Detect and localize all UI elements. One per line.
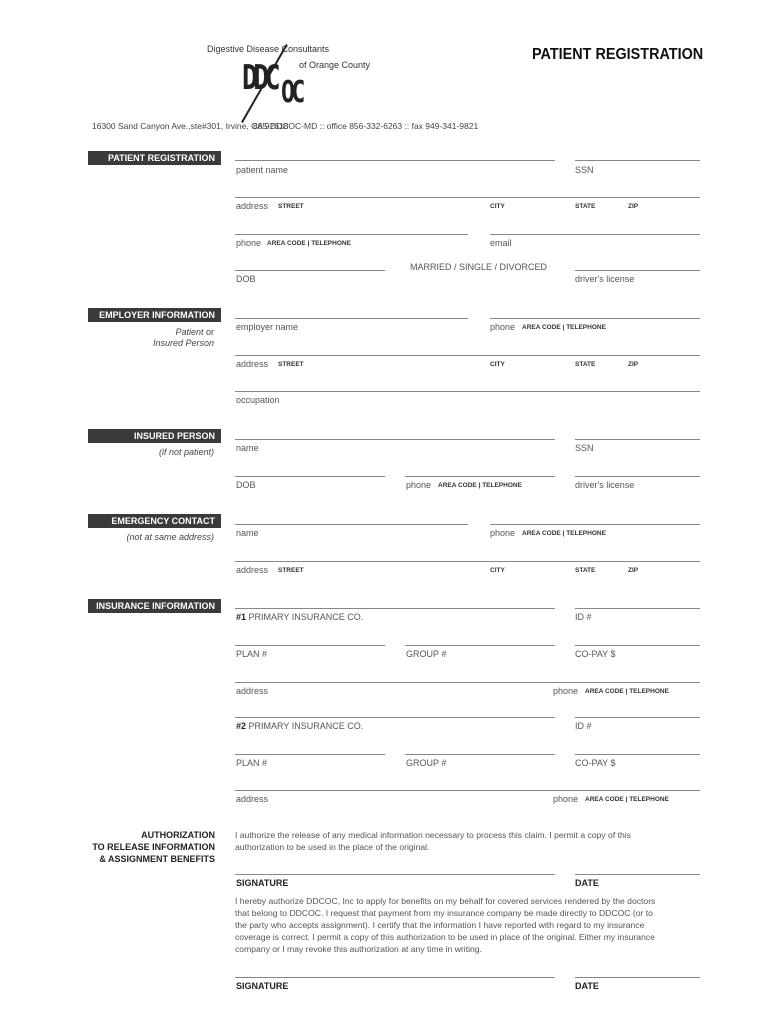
primary1-plan-label: PLAN #	[236, 649, 268, 659]
section-header-insured: INSURED PERSON	[88, 429, 221, 443]
emergency-street-label: STREET	[278, 567, 304, 574]
logo-oc-text: of Orange County	[299, 60, 371, 70]
insured-ssn-label: SSN	[575, 443, 594, 453]
employer-name-label: employer name	[236, 322, 299, 332]
signature-line-2[interactable]	[235, 977, 555, 978]
insured-area-code-label: AREA CODE | TELEPHONE	[438, 482, 522, 489]
section-header-emergency: EMERGENCY CONTACT	[88, 514, 221, 528]
section-header-insurance: INSURANCE INFORMATION	[88, 599, 221, 613]
primary1-id-label: ID #	[575, 612, 592, 622]
contact-address: 16300 Sand Canyon Ave.,ste#301, Irvine, CA 92618	[92, 121, 289, 131]
employer-address-line[interactable]	[235, 355, 700, 356]
emergency-name-label: name	[236, 528, 259, 538]
address-line[interactable]	[235, 197, 700, 198]
insured-name-label: name	[236, 443, 259, 453]
street-label: STREET	[278, 203, 304, 210]
primary2-address-label: address	[236, 794, 269, 804]
authorization-heading: AUTHORIZATION TO RELEASE INFORMATION & ASSIGNMENT BENEFITS	[92, 830, 215, 864]
employer-subtitle-2: Insured Person	[152, 338, 214, 348]
drivers-license-line[interactable]	[575, 270, 700, 271]
date-line-2[interactable]	[575, 977, 700, 978]
employer-subtitle-1: Patient or	[175, 327, 214, 337]
primary2-id-label: ID #	[575, 721, 592, 731]
employer-street-label: STREET	[278, 361, 304, 368]
employer-name-line[interactable]	[235, 318, 468, 319]
primary1-plan-line[interactable]	[235, 645, 385, 646]
phone-label: phone	[236, 238, 262, 248]
drivers-license-label: driver's license	[575, 274, 635, 284]
contact-phones: 865-DDCOC-MD :: office 856-332-6263 :: fax 949-341-9821	[253, 121, 479, 131]
patient-name-line[interactable]	[235, 160, 555, 161]
primary2-group-label: GROUP #	[406, 758, 447, 768]
date-line-1[interactable]	[575, 874, 700, 875]
emergency-subtitle: (not at same address)	[126, 532, 214, 542]
primary2-line[interactable]	[235, 717, 555, 718]
insured-subtitle: (if not patient)	[158, 447, 214, 457]
emergency-zip-label: ZIP	[628, 567, 639, 574]
insured-phone-line[interactable]	[405, 476, 555, 477]
ssn-line[interactable]	[575, 160, 700, 161]
section-header-employer: EMPLOYER INFORMATION	[88, 308, 221, 322]
dob-label: DOB	[236, 274, 256, 284]
primary1-label: #1 PRIMARY INSURANCE CO.	[236, 612, 364, 622]
primary1-copay-line[interactable]	[575, 645, 700, 646]
logo-top-text: Digestive Disease Consultants	[207, 44, 330, 54]
emergency-name-line[interactable]	[235, 524, 468, 525]
primary2-label: #2 PRIMARY INSURANCE CO.	[236, 721, 364, 731]
employer-phone-label: phone	[490, 322, 516, 332]
emergency-address-line[interactable]	[235, 561, 700, 562]
logo-mark-oc: OC	[281, 75, 302, 110]
date-label-1: DATE	[575, 878, 599, 888]
city-label: CITY	[490, 203, 505, 210]
primary1-area-code-label: AREA CODE | TELEPHONE	[585, 688, 669, 695]
primary2-address-line[interactable]	[235, 790, 700, 791]
date-label-2: DATE	[575, 981, 599, 991]
primary2-phone-label: phone	[553, 794, 579, 804]
authorization-text-2: I hereby authorize DDCOC, Inc to apply for benefits on my behalf for covered services rendered by the doctors that belong to DDCOC. I request that payment from my insurance company be made directly to DDCOC (or to the party who accepts assignment). I certify that the information I have reported with regard to my insurance coverage is correct. I permit a copy of this authorization to be used in place of the original. Either my insurance company or I may revoke this authorization at any time in writing.	[235, 896, 656, 954]
zip-label: ZIP	[628, 203, 639, 210]
occupation-label: occupation	[236, 395, 280, 405]
primary1-copay-label: CO-PAY $	[575, 649, 616, 659]
logo-mark-ddc: DDC	[242, 58, 276, 98]
primary2-copay-label: CO-PAY $	[575, 758, 616, 768]
primary1-line[interactable]	[235, 608, 555, 609]
emergency-phone-label: phone	[490, 528, 516, 538]
page-title: PATIENT REGISTRATION	[532, 46, 704, 63]
employer-area-code-label: AREA CODE | TELEPHONE	[522, 324, 606, 331]
insured-name-line[interactable]	[235, 439, 555, 440]
phone-line[interactable]	[235, 234, 468, 235]
marital-status-options[interactable]: MARRIED / SINGLE / DIVORCED	[410, 262, 548, 272]
insured-phone-label: phone	[406, 480, 432, 490]
primary2-group-line[interactable]	[405, 754, 555, 755]
primary1-address-line[interactable]	[235, 682, 700, 683]
email-label: email	[490, 238, 512, 248]
emergency-phone-line[interactable]	[490, 524, 700, 525]
signature-label-2: SIGNATURE	[236, 981, 289, 991]
signature-line-1[interactable]	[235, 874, 555, 875]
primary1-group-line[interactable]	[405, 645, 555, 646]
insured-license-label: driver's license	[575, 480, 635, 490]
address-label: address	[236, 201, 269, 211]
signature-label-1: SIGNATURE	[236, 878, 289, 888]
primary1-group-label: GROUP #	[406, 649, 447, 659]
employer-zip-label: ZIP	[628, 361, 639, 368]
ssn-label: SSN	[575, 165, 594, 175]
primary2-area-code-label: AREA CODE | TELEPHONE	[585, 796, 669, 803]
insured-dob-line[interactable]	[235, 476, 385, 477]
primary2-copay-line[interactable]	[575, 754, 700, 755]
section-header-patient: PATIENT REGISTRATION	[88, 151, 221, 165]
employer-address-label: address	[236, 359, 269, 369]
primary1-phone-label: phone	[553, 686, 579, 696]
primary2-id-line[interactable]	[575, 717, 700, 718]
primary1-address-label: address	[236, 686, 269, 696]
primary2-plan-line[interactable]	[235, 754, 385, 755]
authorization-text-1: I authorize the release of any medical information necessary to process this claim. I permit a copy of this authorization to be used in the place of the original.	[235, 830, 631, 852]
insured-ssn-line[interactable]	[575, 439, 700, 440]
employer-city-label: CITY	[490, 361, 505, 368]
primary1-id-line[interactable]	[575, 608, 700, 609]
employer-phone-line[interactable]	[490, 318, 700, 319]
emergency-city-label: CITY	[490, 567, 505, 574]
employer-state-label: STATE	[575, 361, 596, 368]
patient-name-label: patient name	[236, 165, 289, 175]
occupation-line[interactable]	[235, 391, 700, 392]
state-label: STATE	[575, 203, 596, 210]
emergency-address-label: address	[236, 565, 269, 575]
emergency-state-label: STATE	[575, 567, 596, 574]
emergency-area-code-label: AREA CODE | TELEPHONE	[522, 530, 606, 537]
insured-license-line[interactable]	[575, 476, 700, 477]
email-line[interactable]	[490, 234, 700, 235]
primary2-plan-label: PLAN #	[236, 758, 268, 768]
area-code-label: AREA CODE | TELEPHONE	[267, 240, 351, 247]
insured-dob-label: DOB	[236, 480, 256, 490]
dob-line[interactable]	[235, 270, 385, 271]
